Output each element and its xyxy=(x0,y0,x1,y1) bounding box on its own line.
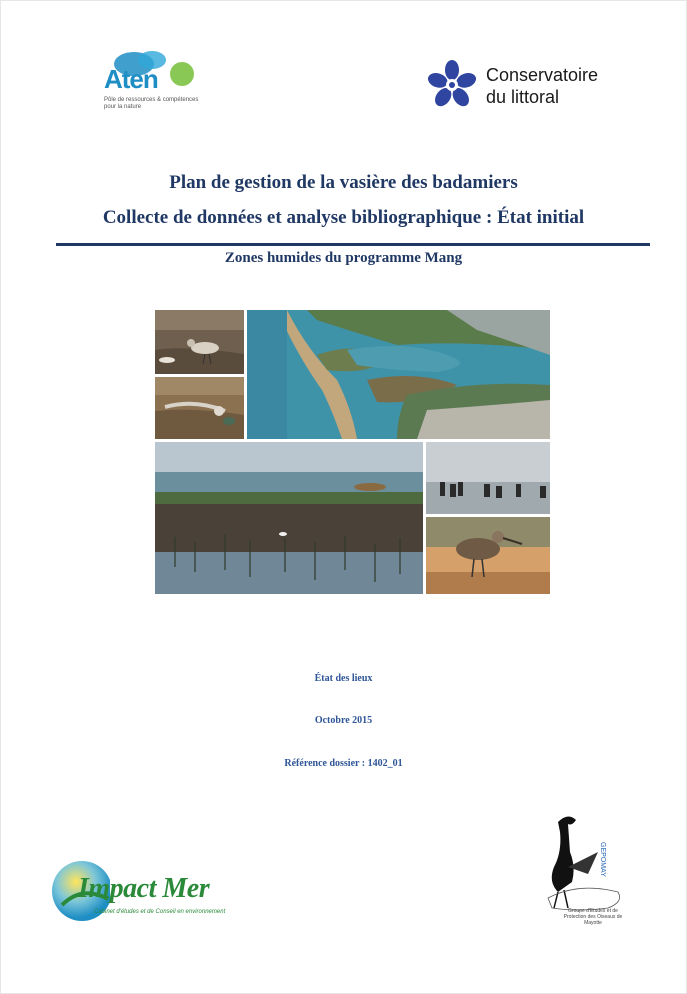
gepomay-logo-text: GEPOMAY xyxy=(599,842,606,877)
document-title-line2: Collecte de données et analyse bibliographique : État initial xyxy=(102,207,585,228)
aten-logo xyxy=(100,50,200,120)
photo-godwit-bird xyxy=(426,517,550,594)
conservatoire-logo xyxy=(428,60,628,116)
gepomay-logo xyxy=(528,812,632,932)
document-status: État des lieux xyxy=(314,673,373,684)
photo-bird-on-mudflat xyxy=(155,310,244,374)
photo-fishers-in-water xyxy=(426,442,550,514)
heron-bird-icon xyxy=(528,812,632,912)
impact-mer-logo-text: Impact Mer xyxy=(78,873,210,904)
document-title-line1: Plan de gestion de la vasière des badamiers xyxy=(169,172,518,193)
photo-heron-on-shore xyxy=(155,377,244,439)
aten-logo-text: Aten xyxy=(104,64,158,94)
star-flower-icon xyxy=(428,60,476,110)
photo-aerial-lagoon xyxy=(247,310,550,439)
document-reference: Référence dossier : 1402_01 xyxy=(284,758,403,769)
impact-mer-tagline: Cabinet d'études et de Conseil en environnement xyxy=(94,909,226,915)
conservatoire-name-line1: Conservatoire xyxy=(486,65,599,85)
aten-tagline: Pôle de ressources & compétences pour la nature xyxy=(104,97,199,110)
conservatoire-name-line2: du littoral xyxy=(486,87,560,107)
document-date: Octobre 2015 xyxy=(314,715,373,726)
document-subtitle: Zones humides du programme Mang xyxy=(224,250,463,266)
title-divider xyxy=(56,243,650,246)
photo-mangrove-mudflat xyxy=(155,442,423,594)
gepomay-tagline: Groupe d'Etudes et de Protection des Oiseaux de Mayotte xyxy=(563,908,623,926)
impact-mer-logo xyxy=(50,855,245,935)
conservatoire-name xyxy=(486,64,598,108)
